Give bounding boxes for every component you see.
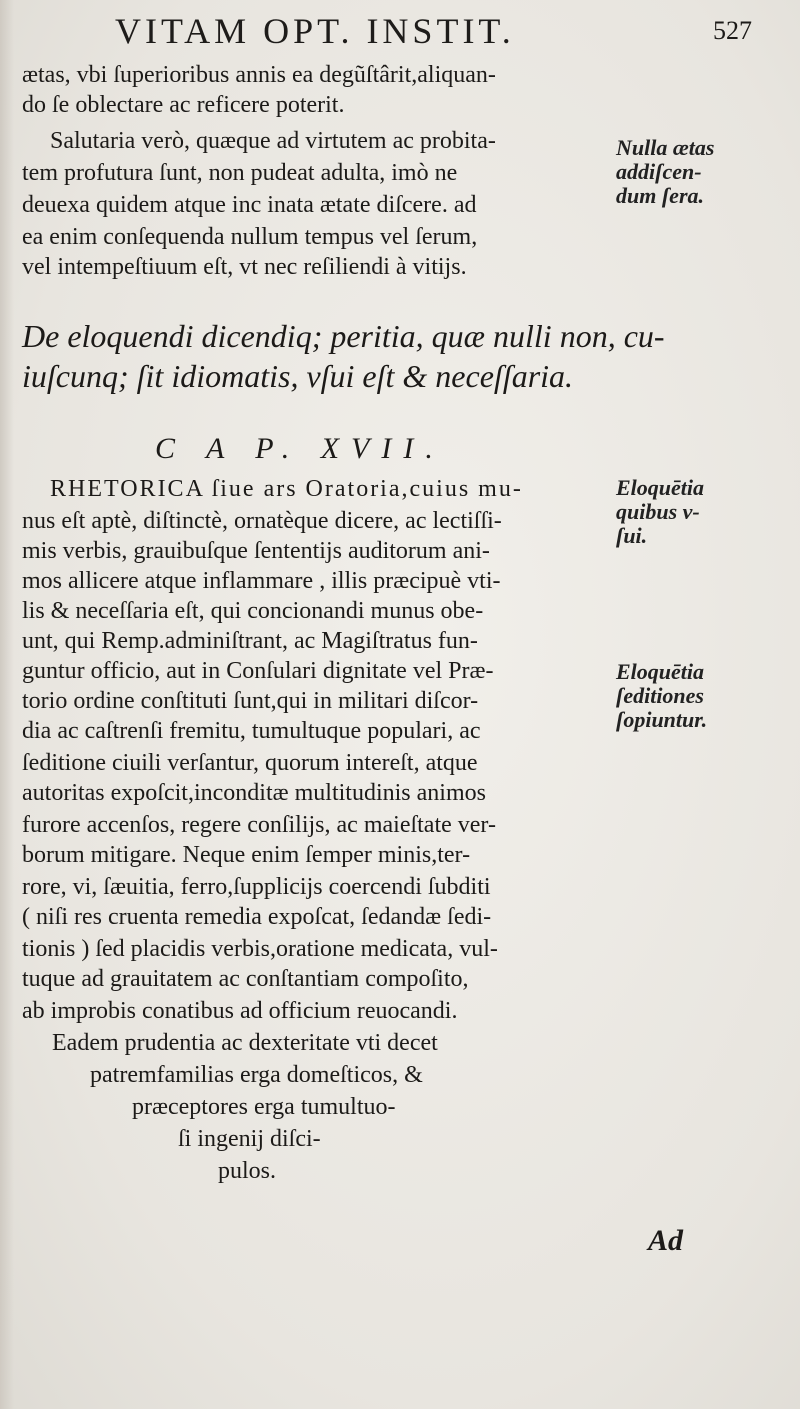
- text-line: vel intempeſtiuum eſt, vt nec reſiliendi à vitijs.: [22, 254, 467, 280]
- text-line: mis verbis, grauibuſque ſententijs auditorum ani-: [22, 538, 490, 564]
- text-line: rore, vi, ſæuitia, ferro,ſupplicijs coercendi ſubditi: [22, 874, 491, 900]
- text-line: ab improbis conatibus ad officium reuocandi.: [22, 998, 458, 1024]
- text-line: ætas, vbi ſuperioribus annis ea degũſtârit,aliquan-: [22, 62, 496, 88]
- text-line: dia ac caſtrenſi fremitu, tumultuque populari, ac: [22, 718, 481, 744]
- margin-note-line: ſopiuntur.: [616, 707, 708, 732]
- margin-note: [616, 660, 707, 732]
- text-line: furore accenſos, regere conſilijs, ac maieſtate ver-: [22, 812, 496, 838]
- margin-note-line: Nulla ætas: [616, 135, 715, 160]
- text-line: torio ordine conſtituti ſunt,qui in militari diſcor-: [22, 688, 479, 714]
- running-head-title: VITAM OPT. INSTIT.: [115, 11, 515, 51]
- running-head: [60, 8, 760, 52]
- section-heading-line: De eloquendi dicendiq; peritia, quæ nulli non, cu-: [22, 318, 665, 354]
- margin-note-line: dum ſera.: [616, 183, 704, 208]
- text-line: Eadem prudentia ac dexteritate vti decet: [52, 1030, 438, 1056]
- text-line: Salutaria verò, quæque ad virtutem ac probita-: [50, 128, 496, 154]
- text-line: tem profutura ſunt, non pudeat adulta, imò ne: [22, 160, 458, 186]
- text-line: mos allicere atque inflammare , illis præcipuè vti-: [22, 568, 501, 594]
- text-line: ſi ingenij diſci-: [178, 1126, 321, 1152]
- margin-note: [616, 136, 714, 208]
- text-line: ea enim conſequenda nullum tempus vel ſerum,: [22, 224, 478, 250]
- page-number: 527: [713, 16, 752, 45]
- text-line: ſeditione ciuili verſantur, quorum intereſt, atque: [22, 750, 478, 776]
- text-line: borum mitigare. Neque enim ſemper minis,ter-: [22, 842, 471, 868]
- text-line: unt, qui Remp.adminiſtrant, ac Magiſtratus fun-: [22, 628, 478, 654]
- text-line: tuque ad grauitatem ac conſtantiam compoſito,: [22, 966, 469, 992]
- text-line: autoritas expoſcit,inconditæ multitudinis animos: [22, 780, 486, 806]
- text-line: pulos.: [218, 1158, 277, 1184]
- margin-note-line: ſui.: [616, 523, 648, 548]
- chapter-heading: C A P. XVII.: [155, 432, 445, 465]
- margin-note-line: ſeditiones: [616, 683, 704, 708]
- text-line: ( niſi res cruenta remedia expoſcat, ſedandæ ſedi-: [22, 904, 492, 930]
- margin-note-line: Eloquētia: [616, 475, 705, 500]
- margin-note-line: Eloquētia: [616, 659, 705, 684]
- section-heading-line: iuſcunq; ſit idiomatis, vſui eſt & neceſſaria.: [22, 358, 574, 394]
- text-line: do ſe oblectare ac reficere poterit.: [22, 92, 345, 118]
- text-line: præceptores erga tumultuo-: [132, 1094, 396, 1120]
- catchword: Ad: [648, 1224, 684, 1257]
- text-line: deuexa quidem atque inc inata ætate diſcere. ad: [22, 192, 477, 218]
- text-line: lis & neceſſaria eſt, qui concionandi munus obe-: [22, 598, 484, 624]
- margin-note-line: addiſcen-: [616, 159, 702, 184]
- margin-note: [616, 476, 704, 548]
- text-line: RHETORICA ſiue ars Oratoria,cuius mu-: [50, 476, 523, 502]
- text-line: tionis ) ſed placidis verbis,oratione medicata, vul-: [22, 936, 498, 962]
- margin-note-line: quibus v-: [616, 499, 700, 524]
- page-gutter-shadow: [0, 0, 14, 1409]
- text-line: nus eſt aptè, diſtinctè, ornatèque dicere, ac lectiſſi-: [22, 508, 502, 534]
- text-line: guntur officio, aut in Conſulari dignitate vel Præ-: [22, 658, 494, 684]
- text-line: patremfamilias erga domeſticos, &: [90, 1062, 423, 1088]
